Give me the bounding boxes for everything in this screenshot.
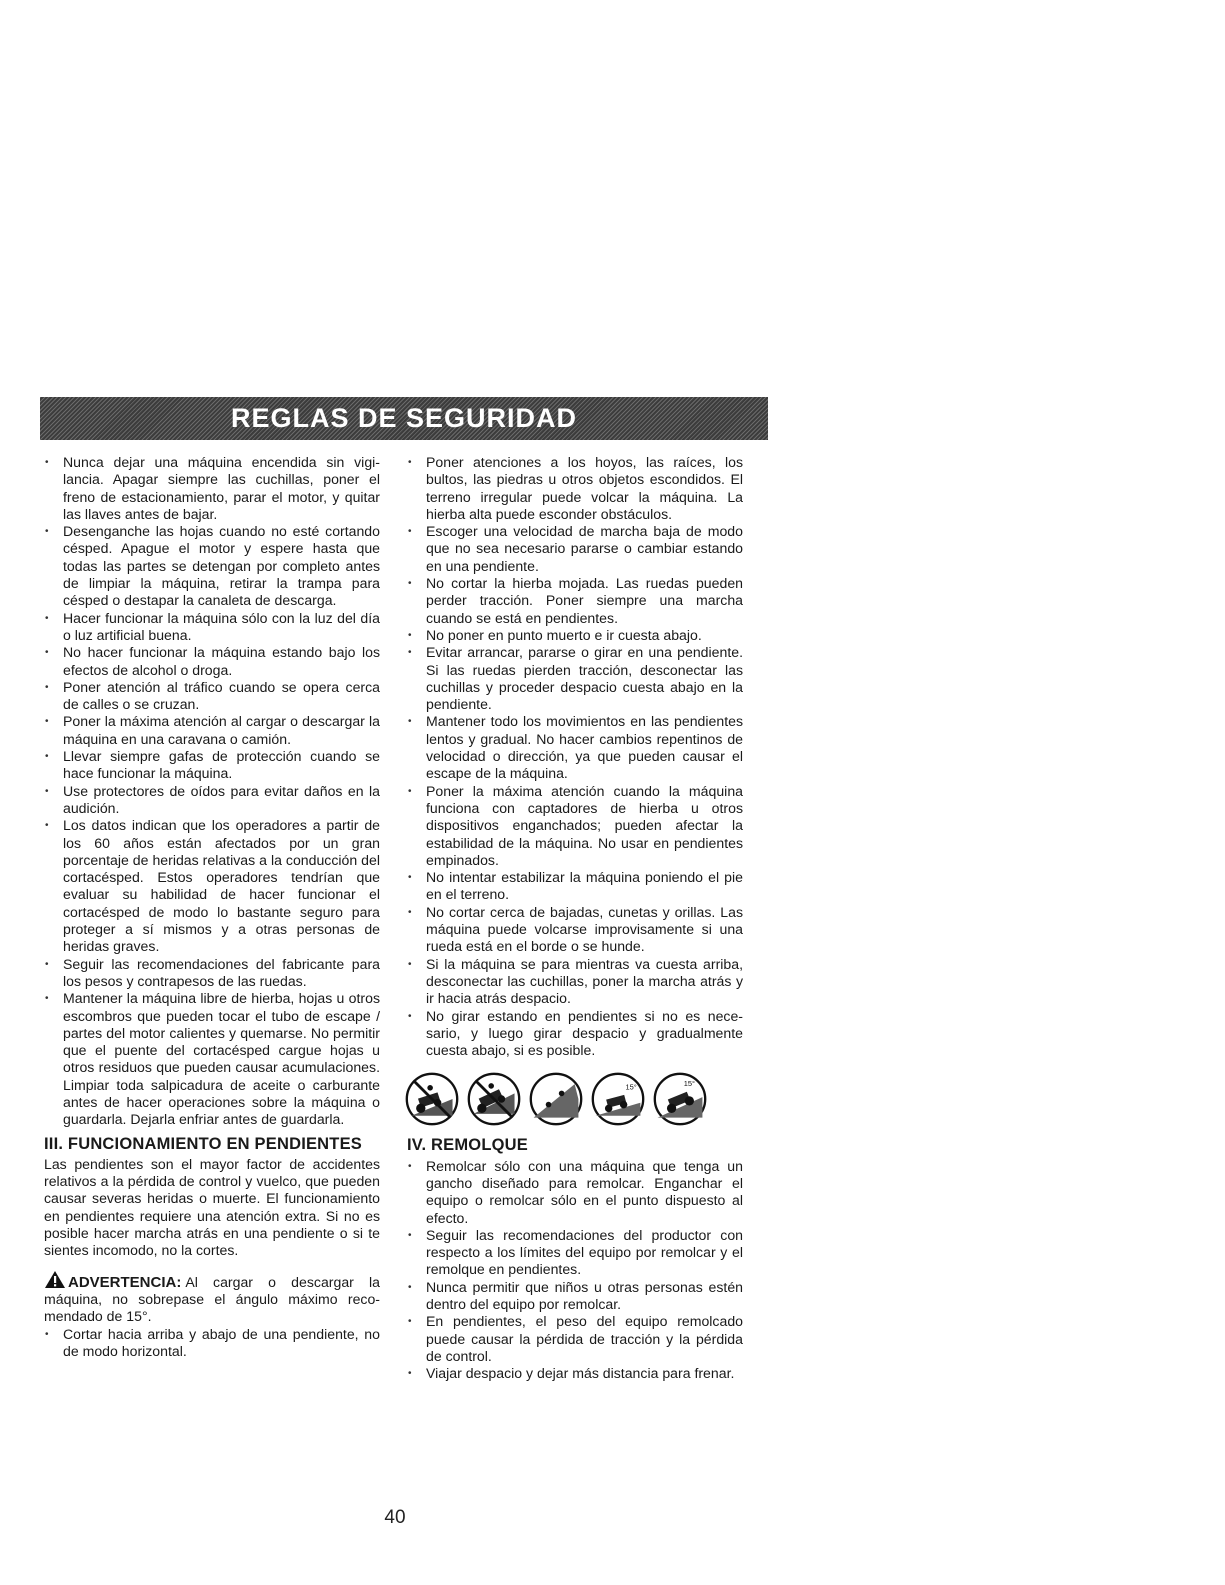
section-heading-slopes: III. FUNCIONAMIENTO EN PENDIENTES [44, 1134, 362, 1153]
list-item: • No cortar la hierba mojada. Las ruedas pueden perder tracción. Poner siempre una marcha cuando se está en pendientes. [407, 575, 743, 627]
warning-text: Al cargar o descargar la máquina, no sobrepase el ángulo máximo recomendado de 15°. [44, 1273, 380, 1325]
warning-block [44, 1270, 380, 1326]
list-item: • Nunca dejar una máquina encendida sin vigilancia. Apagar siempre las cuchillas, poner el freno de estacionamiento, parar el motor, y quitar las llaves antes de bajar. [44, 454, 380, 523]
list-item: • Cortar hacia arriba y abajo de una pendiente, no de modo horizontal. [44, 1326, 380, 1361]
warning-triangle-icon [44, 1270, 66, 1289]
list-item: • Hacer funcionar la máquina sólo con la luz del día o luz artificial buena. [44, 610, 380, 645]
list-item: • No poner en punto muerto e ir cuesta abajo. [407, 627, 743, 644]
list-item: • Remolcar sólo con una máquina que tenga un gancho diseñado para remolcar. Enganchar el equipo o remolcar sólo en el punto dispuesto al efecto. [407, 1158, 743, 1227]
section-header-banner [40, 397, 768, 440]
right-bullet-list [407, 454, 743, 1059]
right-column [407, 454, 743, 1383]
list-item: • Viajar despacio y dejar más distancia para frenar. [407, 1365, 743, 1382]
list-item: • Evitar arrancar, pararse o girar en una pendiente. Si las ruedas pierden tracción, desconectar las cuchillas y proceder despacio cuesta abajo en la pendiente. [407, 644, 743, 713]
slopes-intro-paragraph: Las pendientes son el mayor factor de accidentes relativos a la pérdida de control y vuelco, que pueden causar severas heridas o muerte. El funcionamiento en pendientes requiere una atención extra. Si no es posible hacer marcha atrás en una pendiente o si te sientes incomodo, no la cortes. [44, 1155, 380, 1259]
warning-label: ADVERTENCIA: [68, 1273, 182, 1291]
list-item: • Mantener la máquina libre de hierba, hojas u otros escombros que pueden tocar el tubo de escape / partes del motor calientes y quemarse. No permitir que el puente del cortacésped cargue hojas u otros residuos que pueden causar acumulaciones. Limpiar toda salpicadura de aceite o carburante antes de hacer operaciones sobre la máquina o guardarla. Dejarla enfriar antes de guardarla. [44, 990, 380, 1128]
slope-angle-label: 15° [625, 1083, 637, 1093]
list-item: • En pendientes, el peso del equipo remolcado puede causar la pérdida de tracción y la pérdida de control. [407, 1313, 743, 1365]
list-item: • No hacer funcionar la máquina estando bajo los efectos de alcohol o droga. [44, 644, 380, 679]
towing-bullet-list [407, 1158, 743, 1383]
list-item: • Los datos indican que los operadores a partir de los 60 años están afectados por un gran porcentaje de heridas relativas a la conducción del cortacésped. Estos operadores tendrían que evaluar su habilidad de hacer funcionar el cortacésped de modo lo bastante seguro para proteger a sí mismos y a otras personas de heridas graves. [44, 817, 380, 955]
list-item: • Desenganche las hojas cuando no esté cortando césped. Apague el motor y espere hasta que todas las partes se detengan por completo antes de limpiar la máquina, retirar la trampa para césped o destapar la canaleta de descarga. [44, 523, 380, 609]
section-heading-towing: IV. REMOLQUE [407, 1136, 528, 1155]
left-column [44, 454, 380, 1360]
list-item: • No intentar estabilizar la máquina poniendo el pie en el terreno. [407, 869, 743, 904]
page-number: 40 [384, 1507, 406, 1528]
list-item: • Nunca permitir que niños u otras personas estén dentro del equipo por remolcar. [407, 1279, 743, 1314]
page-title: REGLAS DE SEGURIDAD [230, 403, 578, 433]
list-item: • Use protectores de oídos para evitar daños en la audición. [44, 783, 380, 818]
no-turning-on-slope-icon [466, 1071, 522, 1127]
slopes-bullet-list [44, 1326, 380, 1361]
list-item: • Seguir las recomendaciones del fabricante para los pesos y contrapesos de las ruedas. [44, 956, 380, 991]
list-item: • Poner la máxima atención cuando la máquina funciona con captadores de hierba u otros dispositivos enganchados; pueden afectar la estabilidad de la máquina. No usar en pendientes empinados. [407, 783, 743, 869]
no-tractor-on-slope-icon [404, 1071, 460, 1127]
list-item: • Llevar siempre gafas de protección cuando se hace funcionar la máquina. [44, 748, 380, 783]
steep-slope-icon [528, 1071, 584, 1127]
list-item: • Si la máquina se para mientras va cuesta arriba, desconectar las cuchillas, poner la marcha atrás y ir hacia atrás despacio. [407, 956, 743, 1008]
slope-safety-icons [404, 1071, 743, 1127]
slope-angle-label: 15° [683, 1079, 696, 1089]
list-item: • No girar estando en pendientes si no es necesario, y luego girar despacio y gradualmente cuesta abajo, si es posible. [407, 1008, 743, 1060]
slope-angle-limit-icon [590, 1071, 646, 1127]
list-item: • Mantener todo los movimientos en las pendientes lentos y gradual. No hacer cambios repentinos de velocidad o dirección, ya que pueden causar el escape de la máquina. [407, 713, 743, 782]
left-bullet-list [44, 454, 380, 1129]
list-item: • No cortar cerca de bajadas, cunetas y orillas. Las máquina puede volcarse improvisamente si una rueda está en el borde o se hunde. [407, 904, 743, 956]
slope-angle-limit-icon [652, 1071, 708, 1127]
list-item: • Poner la máxima atención al cargar o descargar la máquina en una caravana o camión. [44, 713, 380, 748]
list-item: • Poner atención al tráfico cuando se opera cerca de calles o se cruzan. [44, 679, 380, 714]
list-item: • Escoger una velocidad de marcha baja de modo que no sea necesario pararse o cambiar estando en una pendiente. [407, 523, 743, 575]
list-item: • Seguir las recomendaciones del productor con respecto a los límites del equipo por remolcar y el remolque en pendientes. [407, 1227, 743, 1279]
list-item: • Poner atenciones a los hoyos, las raíces, los bultos, las piedras u otros objetos escondidos. El terreno irregular puede volcar la máquina. La hierba alta puede esconder obstáculos. [407, 454, 743, 523]
